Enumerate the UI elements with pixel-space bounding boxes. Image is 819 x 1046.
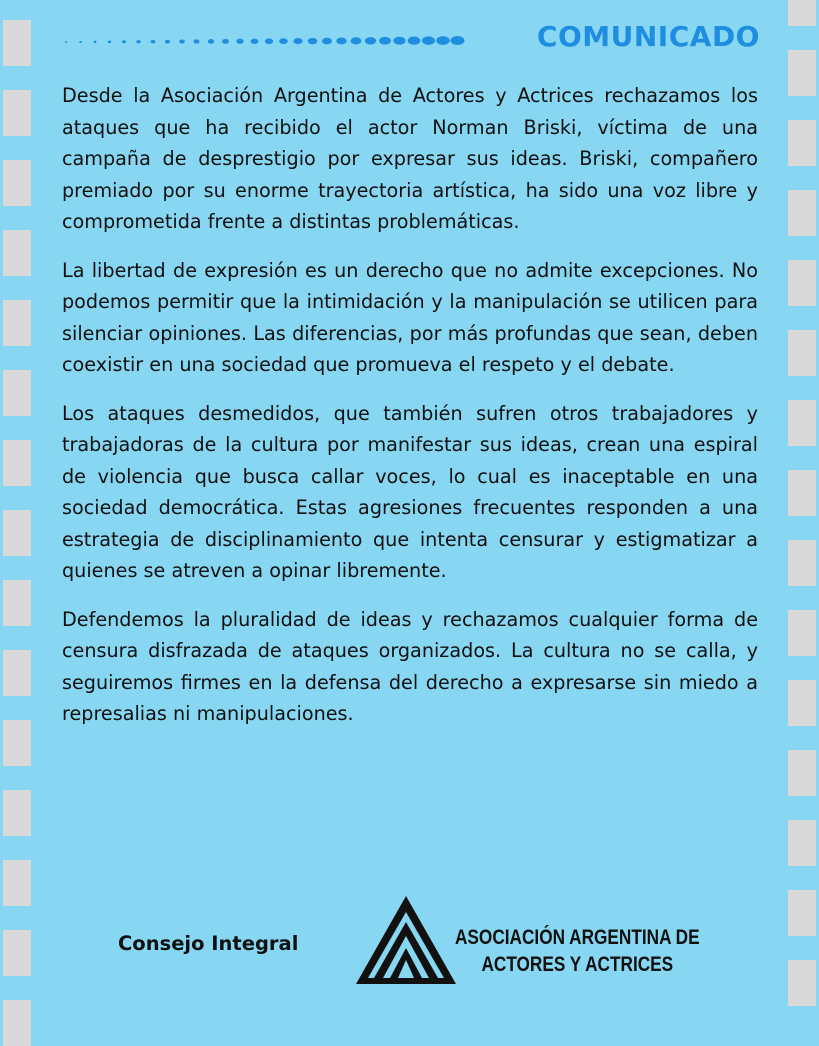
decorative-dot [379,37,391,45]
decorative-dot [422,36,435,44]
film-hole [3,370,31,416]
film-hole [3,650,31,696]
film-hole [3,230,31,276]
decorative-dot [308,38,318,44]
association-logo-icon [356,896,456,988]
decorative-dot [222,39,229,44]
decorative-dot [351,37,362,44]
decorative-dot [136,40,140,43]
decorative-dot [65,41,67,43]
decorative-dots-icon [60,28,480,52]
film-hole [788,750,816,796]
film-hole [788,470,816,516]
film-hole [3,90,31,136]
organization-name-line-1: ASOCIACIÓN ARGENTINA DE [455,926,700,949]
decorative-dot [336,37,346,44]
film-strip-left [0,0,34,1024]
decorative-dot [293,38,302,44]
film-hole [788,400,816,446]
film-hole [788,610,816,656]
decorative-dot [322,38,332,45]
decorative-dot [122,40,126,43]
paragraph-4: Defendemos la pluralidad de ideas y rechazamos cualquier forma de censura disfrazada de ataques organizados. La cultura no se calla, y seguiremos firmes en la defensa del derecho a expresarse sin miedo a represalias ni manipulaciones. [62,607,758,725]
statement-body [62,80,758,747]
film-hole [3,1000,31,1046]
film-hole [788,540,816,586]
film-hole [788,120,816,166]
decorative-dot [236,39,243,44]
film-hole [3,300,31,346]
film-hole [3,580,31,626]
page-title: COMUNICADO [536,20,760,53]
film-hole [3,160,31,206]
film-hole [3,510,31,556]
film-hole [788,680,816,726]
footer [0,890,819,1000]
decorative-dot [79,41,81,43]
decorative-dot [365,37,376,44]
organization-name-line-2: ACTORES Y ACTRICES [481,953,674,976]
film-hole [3,440,31,486]
decorative-dot [194,39,200,43]
decorative-dot [151,40,156,44]
decorative-dot [251,39,259,44]
decorative-dot [436,36,450,45]
decorative-dot [108,40,111,43]
signature: Consejo Integral [118,932,299,955]
decorative-dot [208,39,214,44]
film-hole [788,330,816,376]
paragraph-3: Los ataques desmedidos, que también sufren otros trabajadores y trabajadoras de la cultura por manifestar sus ideas, crean una espiral de violencia que busca callar voces, lo cual es inaceptable en una sociedad democrática. Estas agresiones frecuentes responden a una estrategia de disciplinamiento que intenta censurar y estigmatizar a quienes se atreven a opinar libremente. [62,401,758,582]
organization-name [455,924,700,978]
film-hole [788,260,816,306]
decorative-dot [279,38,288,44]
film-strip-right [785,0,819,1024]
film-hole [3,20,31,66]
paragraph-2: La libertad de expresión es un derecho que no admite excepciones. No podemos permitir que la intimidación y la manipulación se utilicen para silenciar opiniones. Las diferencias, por más profundas que sean, deben coexistir en una sociedad que promueva el respeto y el debate. [62,258,758,376]
header [60,18,760,58]
decorative-dot [265,38,273,44]
decorative-dot [179,40,185,44]
decorative-dot [408,37,421,45]
decorative-dot [393,37,405,45]
film-hole [3,790,31,836]
film-hole [788,50,816,96]
film-hole [788,0,816,26]
film-hole [788,820,816,866]
decorative-dot [451,36,465,45]
film-hole [3,720,31,766]
paragraph-1: Desde la Asociación Argentina de Actores y Actrices rechazamos los ataques que ha recibido el actor Norman Briski, víctima de una campaña de desprestigio por expresar sus ideas. Briski, compañero premiado por su enorme trayectoria artística, ha sido una voz libre y comprometida frente a distintas problemáticas. [62,84,758,233]
film-hole [788,190,816,236]
decorative-dot [165,40,170,44]
decorative-dot [94,41,97,44]
